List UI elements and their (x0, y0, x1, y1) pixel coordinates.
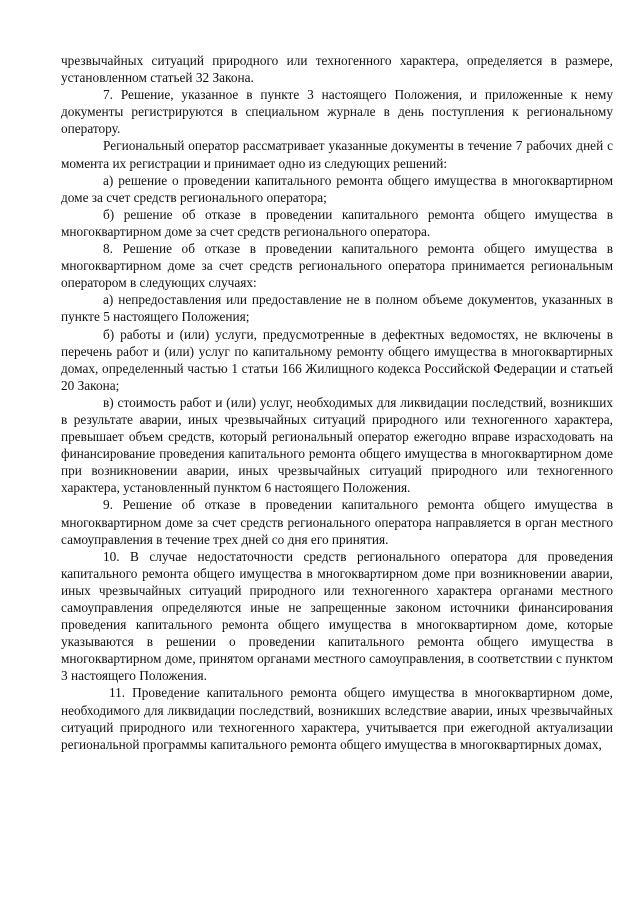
paragraph-clause-11: 11. Проведение капитального ремонта общего имущества в многоквартирном доме, необходимого для ликвидации последствий, возникших вследствие аварии, иных чрезвычайных ситуаций природного или техногенного характера, учитывается при ежегодной актуализации региональной программы капитального ремонта общего имущества в многоквартирных домах, (61, 685, 613, 752)
paragraph-clause-7: 7. Решение, указанное в пункте 3 настоящего Положения, и приложенные к нему документы регистрируются в специальном журнале в день поступления к региональному оператору. (61, 87, 613, 137)
paragraph-clause-10: 10. В случае недостаточности средств регионального оператора для проведения капитального ремонта общего имущества в многоквартирном доме при возникновении аварии, иных чрезвычайных ситуаций природного или техногенного характера органами местного самоуправления определяются иные не запрещенные законом источники финансирования проведения капитального ремонта общего имущества в многоквартирном доме, которые указываются в решении о проведении капитального ремонта общего имущества в многоквартирном доме, принятом органами местного самоуправления, в соответствии с пунктом 3 настоящего Положения. (61, 548, 613, 684)
paragraph-review-term: Региональный оператор рассматривает указанные документы в течение 7 рабочих дней с момента их регистрации и принимает одно из следующих решений: (61, 138, 613, 171)
paragraph-case-c: в) стоимость работ и (или) услуг, необходимых для ликвидации последствий, возникших в результате аварии, иных чрезвычайных ситуаций природного или техногенного характера, превышает объем средств, который региональный оператор ежегодно вправе израсходовать на финансирование проведения капитального ремонта общего имущества в многоквартирном доме при возникновении аварии, иных чрезвычайных ситуаций природного или техногенного характера, установленный пунктом 6 настоящего Положения. (61, 394, 613, 496)
paragraph-clause-9: 9. Решение об отказе в проведении капитального ремонта общего имущества в многоквартирном доме за счет средств регионального оператора направляется в орган местного самоуправления в течение трех дней со дня его принятия. (61, 497, 613, 547)
paragraph-continuation: чрезвычайных ситуаций природного или техногенного характера, определяется в размере, установленном статьей 32 Закона. (61, 53, 613, 86)
paragraph-clause-8: 8. Решение об отказе в проведении капитального ремонта общего имущества в многоквартирном доме за счет средств регионального оператора принимается региональным оператором в следующих случаях: (61, 241, 613, 291)
paragraph-decision-b: б) решение об отказе в проведении капитального ремонта общего имущества в многоквартирном доме за счет средств регионального оператора. (61, 206, 613, 239)
paragraph-case-a: а) непредоставления или предоставление не в полном объеме документов, указанных в пункте 5 настоящего Положения; (61, 292, 613, 325)
paragraph-decision-a: а) решение о проведении капитального ремонта общего имущества в многоквартирном доме за счет средств регионального оператора; (61, 172, 613, 205)
paragraph-case-b: б) работы и (или) услуги, предусмотренные в дефектных ведомостях, не включены в перечень работ и (или) услуг по капитальному ремонту общего имущества в многоквартирных домах, определенный частью 1 статьи 166 Жилищного кодекса Российской Федерации и статьей 20 Закона; (61, 326, 613, 393)
